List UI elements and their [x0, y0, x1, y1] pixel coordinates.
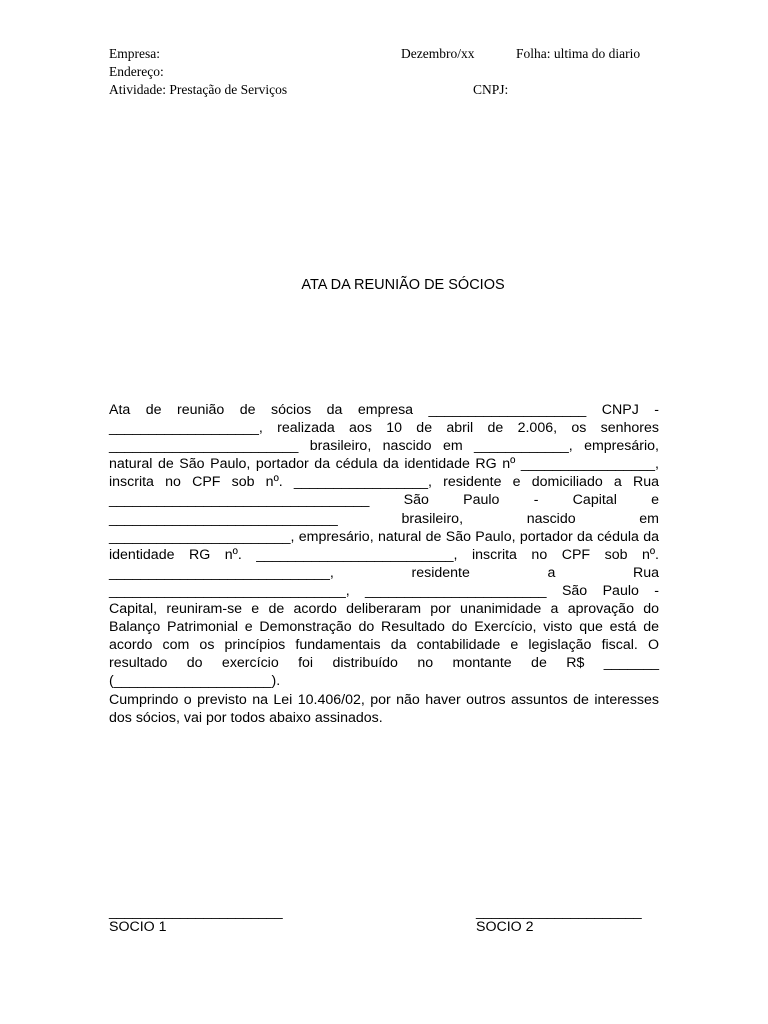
- signature-label-socio-2: SOCIO 2: [476, 919, 534, 935]
- minutes-paragraph-1: Ata de reunião de sócios da empresa ____________________ CNPJ -___________________, realizada aos 10 de abril de 2.006, os senhores ________________________ brasileiro, nascido em ____________, empresário, natural de São Paulo, portador da cédula da identidade RG nº _________________, inscrita no CPF sob nº. _________________, residente e domiciliado a Rua _________________________________ São Paulo - Capital e _____________________________ brasileiro, nascido em _______________________, empresário, natural de São Paulo, portador da cédula da identidade RG nº. _________________________, inscrita no CPF sob nº. ____________________________, residente a Rua ______________________________, _______________________ São Paulo - Capital, reuniram-se e de acordo deliberaram por unanimidade a aprovação do Balanço Patrimonial e Demonstração do Resultado do Exercício, visto que está de acordo com os princípios fundamentais da contabilidade e legislação fiscal. O resultado do exercício foi distribuído no montante de R$ _______ (____________________).: [109, 402, 659, 690]
- signature-label-socio-1: SOCIO 1: [109, 919, 167, 935]
- signature-line-socio-1: ______________________: [109, 904, 283, 920]
- header-cnpj: CNPJ:: [473, 82, 509, 97]
- signature-line-socio-2: _____________________: [476, 904, 642, 920]
- header-date: Dezembro/xx: [401, 46, 475, 61]
- document-title: ATA DA REUNIÃO DE SÓCIOS: [301, 277, 505, 293]
- header-empresa: Empresa:: [109, 46, 160, 61]
- header-endereco: Endereço:: [109, 64, 164, 79]
- minutes-paragraph-2: Cumprindo o previsto na Lei 10.406/02, por não haver outros assuntos de interesses dos sócios, vai por todos abaixo assinados.: [109, 691, 659, 726]
- header-atividade: Atividade: Prestação de Serviços: [109, 82, 288, 97]
- minutes-body: [109, 401, 659, 727]
- header-folha: Folha: ultima do diario: [516, 46, 641, 61]
